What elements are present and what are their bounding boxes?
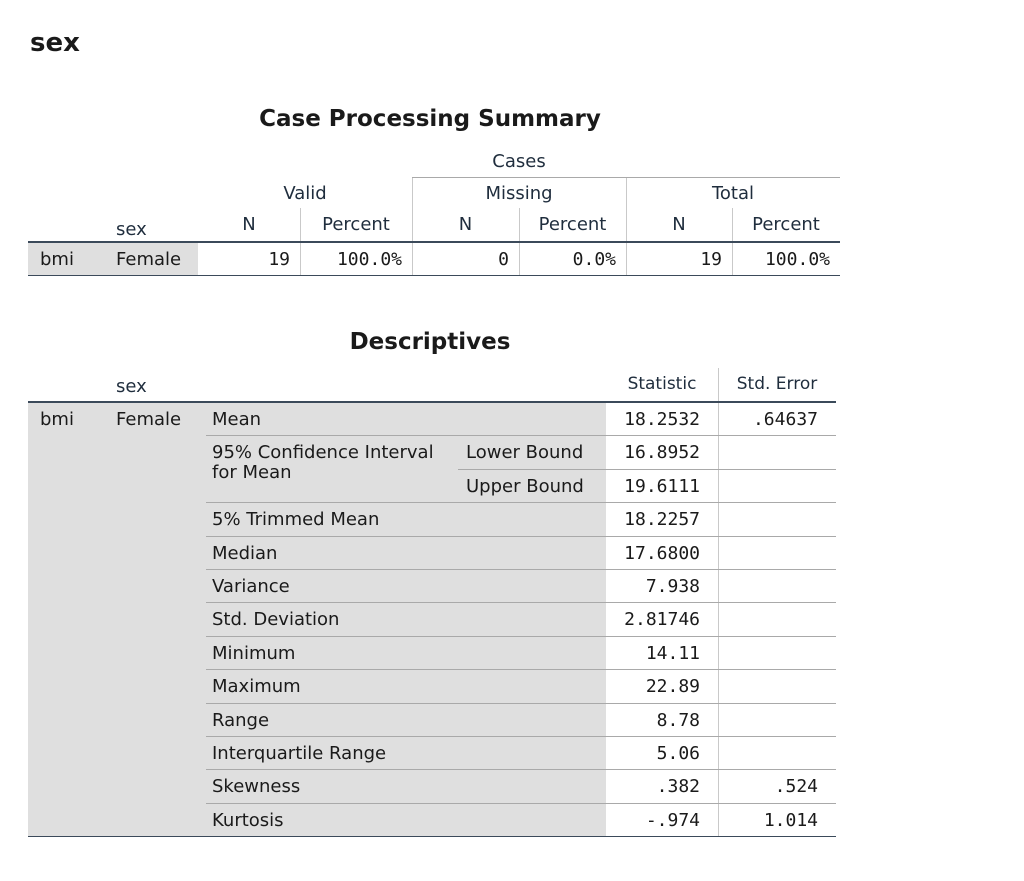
row-separator: [206, 803, 836, 804]
valid-percent-value: 100.0%: [336, 249, 402, 270]
statistic-value: 2.81746: [624, 609, 700, 631]
case-summary-var-bmi: bmi: [40, 249, 74, 270]
statistic-value: 8.78: [656, 709, 700, 731]
total-percent-value: 100.0%: [764, 249, 830, 270]
stat-label: Variance: [212, 576, 290, 597]
col-header-missing-n: N: [458, 214, 473, 235]
descriptives-row-var-header: sex: [116, 376, 147, 397]
statistic-header: Statistic: [627, 374, 697, 394]
row-separator: [206, 636, 836, 637]
section-title: sex: [30, 28, 80, 58]
col-header-total-percent: Percent: [752, 214, 820, 235]
missing-percent-value: 0.0%: [572, 249, 616, 270]
case-summary-row-var-header: sex: [116, 219, 147, 240]
statistic-value: 17.6800: [624, 542, 700, 564]
cases-header: Cases: [492, 151, 546, 172]
descriptives-var-bmi: bmi: [40, 409, 74, 430]
stat-sublabel: Lower Bound: [466, 442, 584, 464]
row-separator: [206, 502, 836, 503]
descriptives-group-female: Female: [116, 409, 182, 430]
row-separator: [206, 569, 836, 570]
std-error-value: .64637: [752, 409, 818, 430]
stat-label: Std. Deviation: [212, 609, 340, 631]
stat-label: 5% Trimmed Mean: [212, 509, 380, 531]
valid-n-value: 19: [268, 249, 290, 270]
statistic-value: 5.06: [656, 743, 700, 764]
statistic-value: .382: [656, 776, 700, 798]
missing-n-value: 0: [498, 249, 509, 270]
row-separator: [458, 469, 836, 470]
std-error-value: 1.014: [763, 809, 818, 831]
row-separator: [28, 836, 836, 837]
table-bottom-rule: [28, 275, 840, 276]
case-summary-title: Case Processing Summary: [259, 106, 601, 132]
row-separator: [206, 669, 836, 670]
statistic-value: 14.11: [645, 642, 700, 664]
group-header-missing: Missing: [485, 183, 553, 204]
statistic-value: 16.8952: [624, 442, 700, 464]
stat-label: Interquartile Range: [212, 743, 387, 764]
row-separator: [206, 602, 836, 603]
stat-sublabel: Upper Bound: [466, 475, 584, 497]
col-header-total-n: N: [672, 214, 686, 235]
row-separator: [206, 703, 836, 704]
stat-label: Minimum: [212, 642, 296, 664]
stat-label: Skewness: [212, 776, 301, 798]
statistic-value: 22.89: [645, 676, 700, 698]
stat-label: 95% Confidence Interval for Mean: [212, 442, 434, 484]
stat-label: Mean: [212, 409, 262, 430]
col-header-missing-percent: Percent: [538, 214, 607, 235]
col-header-valid-n: N: [242, 214, 256, 235]
stat-label: Maximum: [212, 676, 301, 698]
row-separator: [206, 435, 836, 436]
row-separator: [206, 769, 836, 770]
statistic-value: 18.2532: [624, 409, 700, 430]
statistic-value: -.974: [645, 809, 700, 831]
group-header-total: Total: [711, 183, 755, 204]
std-error-header: Std. Error: [736, 374, 818, 394]
std-error-value: .524: [774, 776, 818, 798]
descriptives-title: Descriptives: [349, 329, 511, 355]
statistic-value: 7.938: [645, 576, 700, 597]
stat-label: Range: [212, 709, 270, 731]
statistic-value: 19.6111: [624, 475, 700, 497]
statistic-value: 18.2257: [624, 509, 700, 531]
stat-label: Kurtosis: [212, 809, 284, 831]
col-header-valid-percent: Percent: [322, 214, 390, 235]
group-header-valid: Valid: [283, 183, 327, 204]
total-n-value: 19: [700, 249, 722, 270]
stat-label: Median: [212, 542, 278, 564]
case-summary-group-female: Female: [116, 249, 182, 270]
row-separator: [206, 536, 836, 537]
row-separator: [206, 736, 836, 737]
